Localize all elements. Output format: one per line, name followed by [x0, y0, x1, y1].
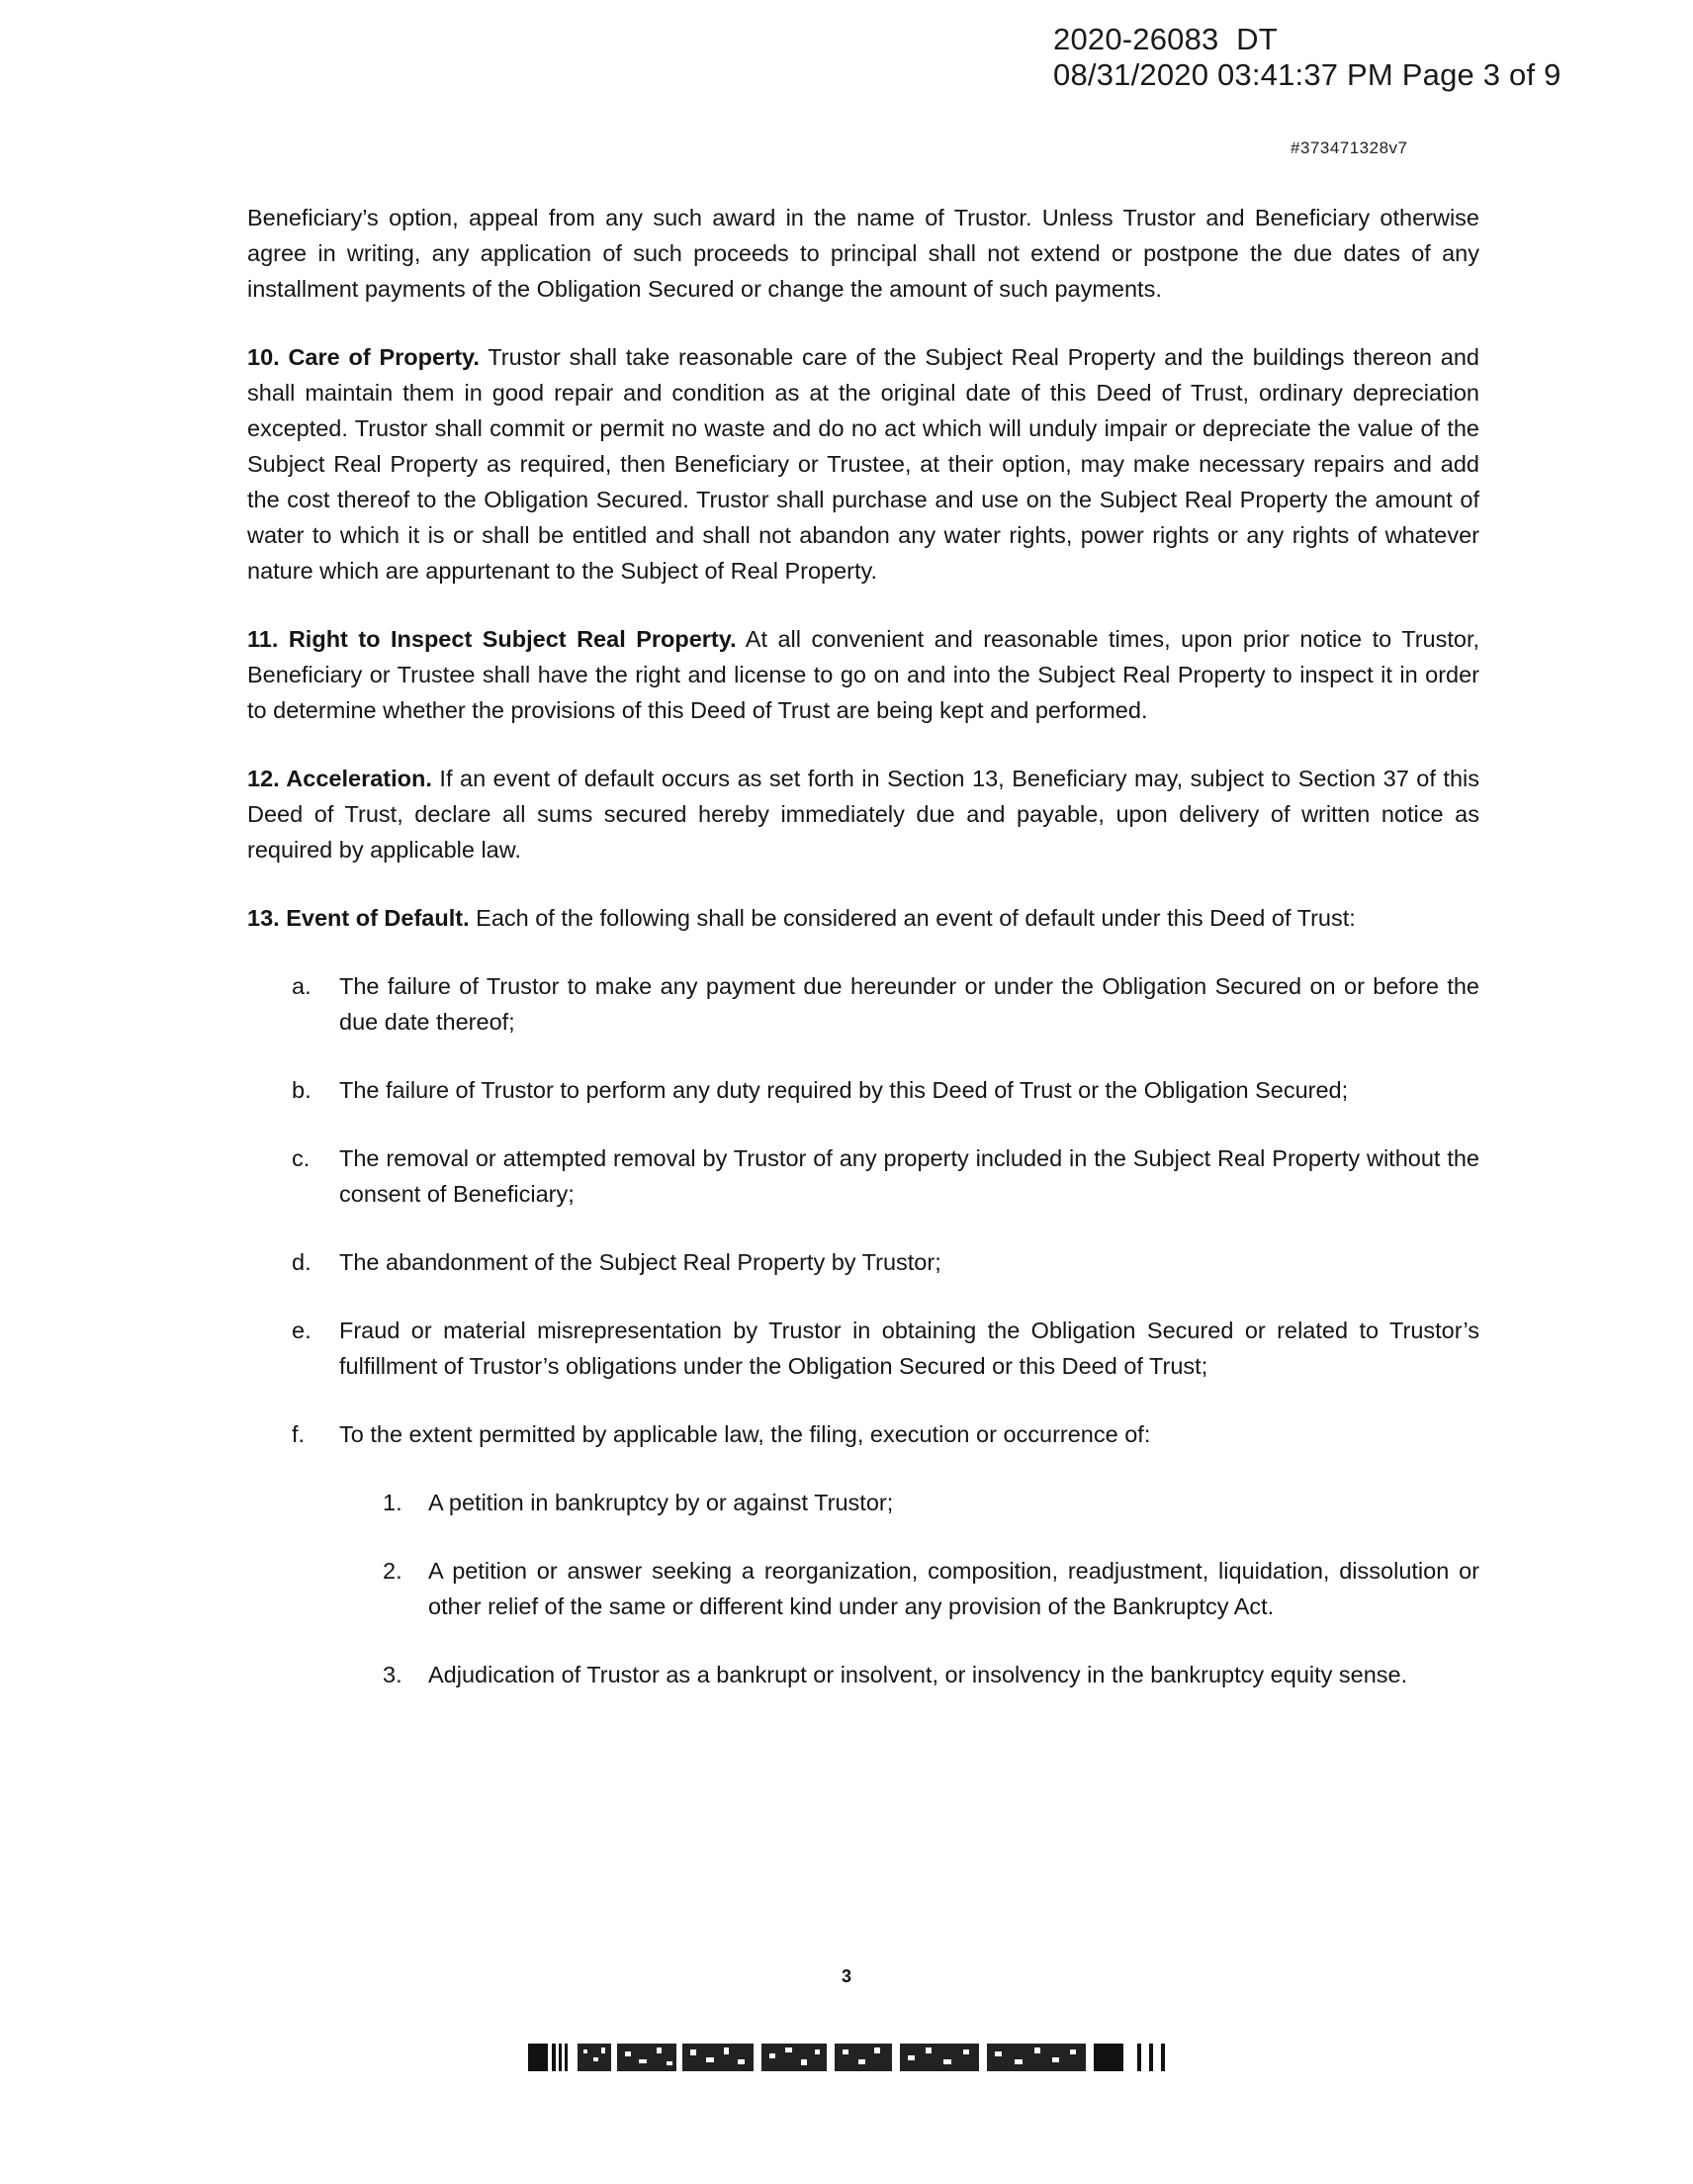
barcode-icon [528, 2042, 1181, 2073]
recording-stamp [1053, 22, 1561, 93]
recording-date-page: 08/31/2020 03:41:37 PM Page 3 of 9 [1053, 57, 1561, 92]
document-id: #373471328v7 [1291, 138, 1408, 157]
sub-list-item-text: Adjudication of Trustor as a bankrupt or insolvent, or insolvency in the bankruptcy equity sense. [428, 1662, 1408, 1687]
list-item [247, 1416, 1479, 1452]
sub-list-item-marker: 1. [383, 1490, 402, 1515]
section-10-paragraph [247, 339, 1479, 589]
section-10-text: Trustor shall take reasonable care of the Subject Real Property and the buildings thereon and shall maintain them in good repair and condition as at the original date of this Deed of Trust, ordinary depreciation excepted. Trustor shall commit or permit no waste and do no act which will unduly impair or depreciate the value of the Subject Real Property as required, then Beneficiary or Trustee, at their option, may make necessary repairs and add the cost thereof to the Obligation Secured. Trustor shall purchase and use on the Subject Real Property the amount of water to which it is or shall be entitled and shall not abandon any water rights, power rights or any rights of whatever nature which are appurtenant to the Subject of Real Property. [247, 344, 1479, 584]
section-13-heading: 13. Event of Default. [247, 905, 470, 931]
section-11-heading: 11. Right to Inspect Subject Real Property. [247, 626, 737, 652]
list-item-text: The failure of Trustor to make any payment due hereunder or under the Obligation Secured on or before the due date thereof; [339, 973, 1479, 1035]
sub-list-item-text: A petition or answer seeking a reorganization, composition, readjustment, liquidation, dissolution or other relief of the same or different kind under any provision of the Bankruptcy Act. [428, 1558, 1479, 1619]
section-11-paragraph [247, 621, 1479, 728]
list-item-marker: a. [292, 973, 312, 999]
list-item-marker: d. [292, 1249, 312, 1275]
sub-list-item [247, 1485, 1479, 1520]
list-item [247, 1313, 1479, 1384]
section-10-heading: 10. Care of Property. [247, 344, 480, 370]
list-item-marker: e. [292, 1318, 312, 1343]
list-item-text: To the extent permitted by applicable law, the filing, execution or occurrence of: [339, 1421, 1151, 1447]
sub-list-item [247, 1553, 1479, 1624]
page-number: 3 [841, 1966, 851, 1986]
continuation-paragraph: Beneficiary’s option, appeal from any such award in the name of Trustor. Unless Trustor and Beneficiary otherwise agree in writing, any application of such proceeds to principal shall not extend or postpone the due dates of any installment payments of the Obligation Secured or change the amount of such payments. [247, 205, 1479, 302]
list-item-marker: c. [292, 1145, 311, 1171]
section-12-heading: 12. Acceleration. [247, 766, 432, 791]
list-item [247, 968, 1479, 1040]
sub-list-item [247, 1657, 1479, 1692]
sub-list-item-marker: 3. [383, 1662, 402, 1687]
list-item-text: The removal or attempted removal by Trustor of any property included in the Subject Real Property without the consent of Beneficiary; [339, 1145, 1479, 1207]
list-item [247, 1072, 1479, 1108]
sub-list-item-text: A petition in bankruptcy by or against Trustor; [428, 1490, 894, 1515]
list-item [247, 1140, 1479, 1212]
list-item-text: Fraud or material misrepresentation by Trustor in obtaining the Obligation Secured or related to Trustor’s fulfillment of Trustor’s obligations under the Obligation Secured or this Deed of Trust; [339, 1318, 1479, 1379]
document-body [247, 200, 1479, 1725]
list-item-text: The failure of Trustor to perform any duty required by this Deed of Trust or the Obligation Secured; [339, 1077, 1349, 1103]
section-12-paragraph [247, 761, 1479, 867]
list-item-marker: f. [292, 1421, 306, 1447]
list-item-marker: b. [292, 1077, 312, 1103]
section-13-paragraph [247, 900, 1479, 936]
section-11-text: At all convenient and reasonable times, upon prior notice to Trustor, Beneficiary or Trustee shall have the right and license to go on and into the Subject Real Property to inspect it in order to determine whether the provisions of this Deed of Trust are being kept and performed. [247, 626, 1479, 723]
list-item [247, 1244, 1479, 1280]
section-13-text: Each of the following shall be considered an event of default under this Deed of Trust: [469, 905, 1356, 931]
list-item-text: The abandonment of the Subject Real Property by Trustor; [339, 1249, 941, 1275]
section-12-text: If an event of default occurs as set forth in Section 13, Beneficiary may, subject to Section 37 of this Deed of Trust, declare all sums secured hereby immediately due and payable, upon delivery of written notice as required by applicable law. [247, 766, 1479, 863]
sub-list-item-marker: 2. [383, 1558, 402, 1584]
recording-number: 2020-26083 DT [1053, 22, 1278, 56]
